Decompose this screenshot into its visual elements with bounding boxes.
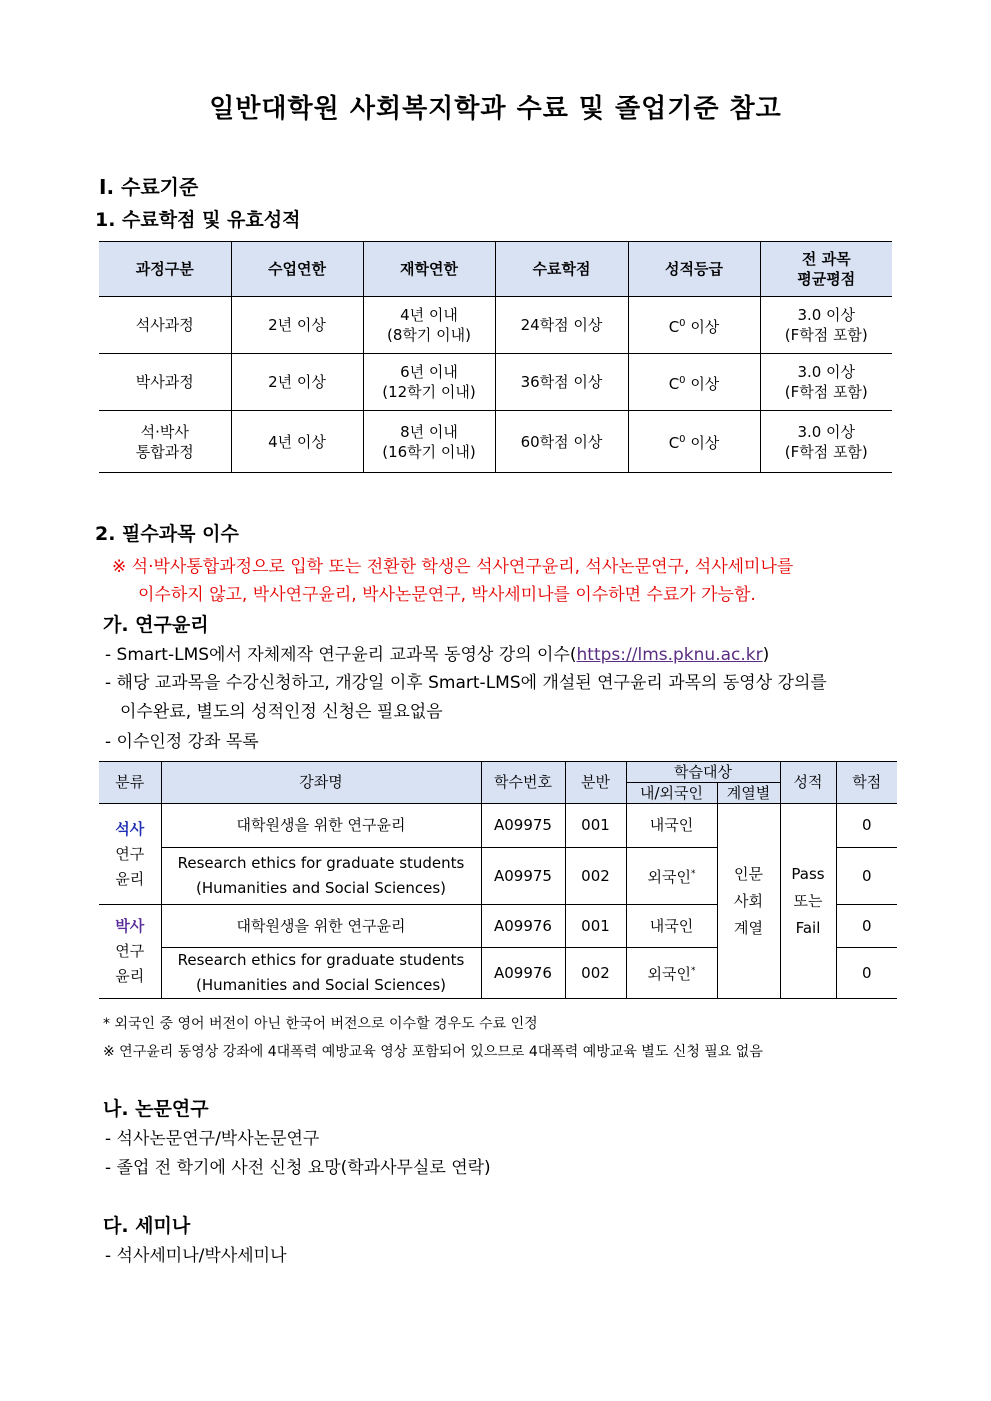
cell-nationality: 내국인: [626, 905, 717, 948]
cell-code: A09975: [481, 804, 565, 848]
subsection-heading-credits: 1. 수료학점 및 유효성적: [95, 209, 301, 231]
section-heading-completion: Ⅰ. 수료기준: [99, 175, 199, 199]
cell-section: 001: [565, 905, 626, 948]
footnote-violence-prevention: ※ 연구윤리 동영상 강좌에 4대폭력 예방교육 영상 포함되어 있으므로 4대폭력 예방교육 별도 신청 필요 없음: [103, 1044, 763, 1060]
footnote-foreign: * 외국인 중 영어 버전이 아닌 한국어 버전으로 이수할 경우도 수료 인정: [103, 1016, 538, 1032]
header-nationality: 내/외국인: [626, 783, 717, 804]
cell-gpa: 3.0 이상 (F학점 포함): [760, 354, 892, 411]
cell-section: 002: [565, 948, 626, 999]
cell-grade: Pass 또는 Fail: [780, 804, 836, 999]
cell-credits: 36학점 이상: [495, 354, 628, 411]
cell-course-name: 대학원생을 위한 연구윤리: [161, 905, 481, 948]
header-target: 학습대상: [626, 762, 780, 783]
header-course-name: 강좌명: [161, 762, 481, 804]
header-gpa: 전 과목 평균평점: [760, 242, 892, 297]
cell-nationality: 외국인*: [626, 948, 717, 999]
cell-years: 4년 이상: [231, 411, 363, 473]
header-field: 계열별: [717, 783, 780, 804]
cell-gpa: 3.0 이상 (F학점 포함): [760, 411, 892, 473]
page-title: 일반대학원 사회복지학과 수료 및 졸업기준 참고: [209, 94, 782, 124]
cell-course-name: Research ethics for graduate students (Humanities and Social Sciences): [161, 848, 481, 905]
cell-credit: 0: [836, 848, 897, 905]
ethics-line-3: 이수완료, 별도의 성적인정 신청은 필요없음: [120, 702, 443, 722]
cell-gpa: 3.0 이상 (F학점 포함): [760, 297, 892, 354]
thesis-line-2: - 졸업 전 학기에 사전 신청 요망(학과사무실로 연락): [105, 1158, 491, 1178]
cell-grade: $C^0$ 이상: [628, 411, 760, 473]
cell-code: A09976: [481, 905, 565, 948]
course-list-table: [99, 761, 897, 999]
cell-nationality: 외국인*: [626, 848, 717, 905]
cell-credits: 60학점 이상: [495, 411, 628, 473]
cell-credit: 0: [836, 804, 897, 848]
completion-criteria-table: [99, 241, 892, 473]
ethics-line-4: - 이수인정 강좌 목록: [105, 732, 259, 752]
header-limit: 재학연한: [363, 242, 495, 297]
cell-years: 2년 이상: [231, 297, 363, 354]
heading-research-ethics: 가. 연구윤리: [103, 614, 209, 636]
cell-category-doctoral: 박사 연구 윤리: [99, 905, 161, 999]
subsection-heading-required: 2. 필수과목 이수: [95, 523, 239, 545]
cell-grade: $C^0$ 이상: [628, 297, 760, 354]
cell-category-masters: 석사 연구 윤리: [99, 804, 161, 905]
header-course: 과정구분: [99, 242, 231, 297]
cell-nationality: 내국인: [626, 804, 717, 848]
cell-limit: 8년 이내 (16학기 이내): [363, 411, 495, 473]
header-section: 분반: [565, 762, 626, 804]
lms-link[interactable]: https://lms.pknu.ac.kr: [576, 645, 763, 665]
cell-course: 박사과정: [99, 354, 231, 411]
cell-grade: $C^0$ 이상: [628, 354, 760, 411]
ethics-line-1: - Smart-LMS에서 자체제작 연구윤리 교과목 동영상 강의 이수(https://lms.pknu.ac.kr): [105, 645, 770, 665]
cell-credits: 24학점 이상: [495, 297, 628, 354]
cell-credit: 0: [836, 905, 897, 948]
cell-code: A09975: [481, 848, 565, 905]
header-years: 수업연한: [231, 242, 363, 297]
header-credits: 수료학점: [495, 242, 628, 297]
table-row: [99, 411, 892, 473]
cell-section: 002: [565, 848, 626, 905]
thesis-line-1: - 석사논문연구/박사논문연구: [105, 1129, 320, 1149]
table-header-row: [99, 242, 892, 297]
table-row: [99, 354, 892, 411]
ethics-line-2: - 해당 교과목을 수강신청하고, 개강일 이후 Smart-LMS에 개설된 연구윤리 과목의 동영상 강의를: [105, 673, 827, 693]
cell-limit: 4년 이내 (8학기 이내): [363, 297, 495, 354]
heading-thesis-research: 나. 논문연구: [103, 1098, 209, 1120]
heading-seminar: 다. 세미나: [103, 1215, 191, 1237]
cell-field: 인문 사회 계열: [717, 804, 780, 999]
header-code: 학수번호: [481, 762, 565, 804]
cell-course: 석·박사 통합과정: [99, 411, 231, 473]
cell-years: 2년 이상: [231, 354, 363, 411]
cell-course: 석사과정: [99, 297, 231, 354]
cell-course-name: Research ethics for graduate students (Humanities and Social Sciences): [161, 948, 481, 999]
table-row: [99, 804, 897, 848]
cell-limit: 6년 이내 (12학기 이내): [363, 354, 495, 411]
cell-credit: 0: [836, 948, 897, 999]
cell-section: 001: [565, 804, 626, 848]
table-header-row: [99, 762, 897, 783]
cell-code: A09976: [481, 948, 565, 999]
header-category: 분류: [99, 762, 161, 804]
header-grade: 성적: [780, 762, 836, 804]
header-grade: 성적등급: [628, 242, 760, 297]
table-row: [99, 297, 892, 354]
seminar-line-1: - 석사세미나/박사세미나: [105, 1246, 287, 1266]
cell-course-name: 대학원생을 위한 연구윤리: [161, 804, 481, 848]
notice-line-1: ※ 석·박사통합과정으로 입학 또는 전환한 학생은 석사연구윤리, 석사논문연구, 석사세미나를: [112, 557, 794, 577]
notice-line-2: 이수하지 않고, 박사연구윤리, 박사논문연구, 박사세미나를 이수하면 수료가 가능함.: [138, 585, 756, 605]
header-credit: 학점: [836, 762, 897, 804]
